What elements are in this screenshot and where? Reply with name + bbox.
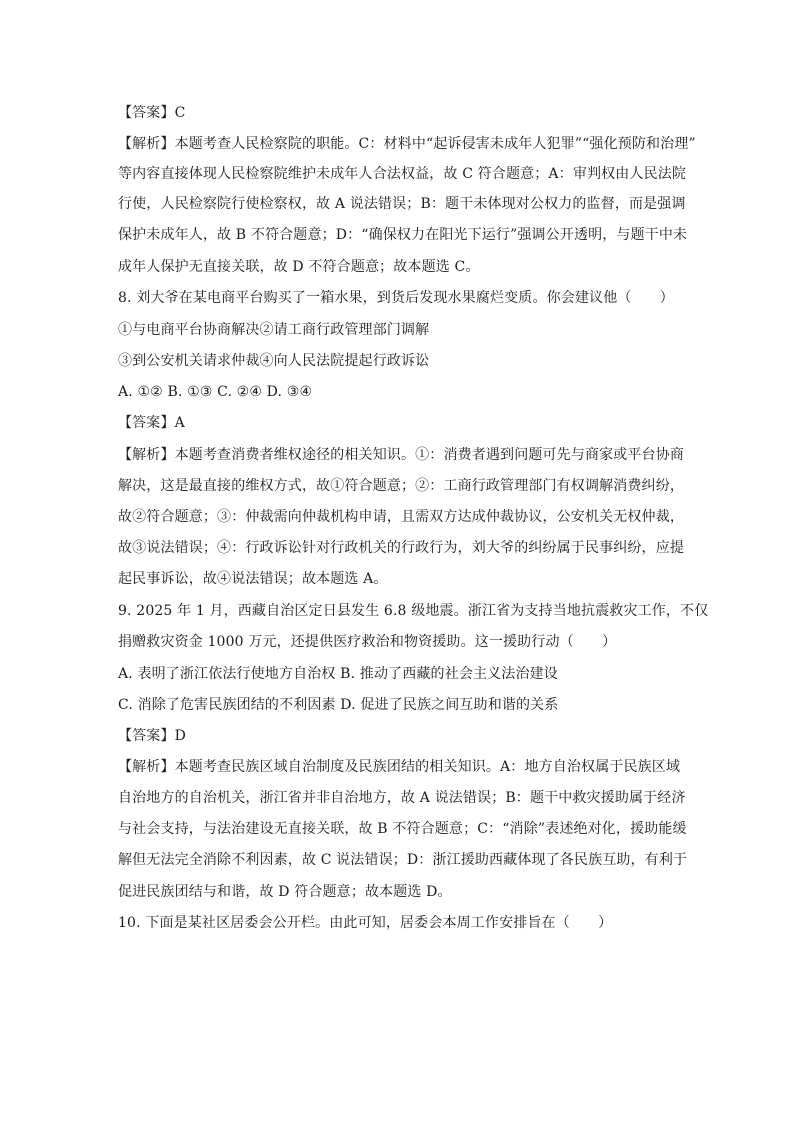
analysis-q9-line-3: 与社会支持，与法治建设无直接关联，故 B 不符合题意；C：“消除”表述绝对化，援助能缓 [118,821,687,837]
question-9-stem-1: 9. 2025 年 1 月，西藏自治区定日县发生 6.8 级地震。浙江省为支持当地抗震救灾工作，不仅 [118,603,709,619]
question-9-stem-2: 捐赠救灾资金 1000 万元，还提供医疗救治和物资援助。这一援助行动（ ） [118,634,617,650]
analysis-q7-line-4: 保护未成年人，故 B 不符合题意；D：“确保权力在阳光下运行”强调公开透明，与题干中未 [118,227,688,243]
analysis-q8-line-4: 故③说法错误；④：行政诉讼针对行政机关的行政行为，刘大爷的纠纷属于民事纠纷，应提 [118,540,684,556]
analysis-q7-line-2: 等内容直接体现人民检察院维护未成年人合法权益，故 C 符合题意；A：审判权由人民法院 [118,166,687,182]
answer-label-q9: 【答案】D [118,728,186,744]
analysis-q7-line-3: 行使，人民检察院行使检察权，故 A 说法错误；B：题干未体现对公权力的监督，而是强调 [118,196,686,212]
question-9-options-cd: C. 消除了危害民族团结的不利因素 D. 促进了民族之间互助和谐的关系 [118,697,559,713]
question-8-items-1: ①与电商平台协商解决②请工商行政管理部门调解 [118,322,430,338]
analysis-q8-line-2: 解决，这是最直接的维权方式，故①符合题意；②：工商行政管理部门有权调解消费纠纷， [118,478,684,494]
analysis-q8-line-3: 故②符合题意；③：仲裁需向仲裁机构申请，且需双方达成仲裁协议，公安机关无权仲裁， [118,509,684,525]
question-8-options: A. ①② B. ①③ C. ②④ D. ③④ [118,384,313,400]
analysis-q9-line-2: 自治地方的自治机关，浙江省并非自治地方，故 A 说法错误；B：题干中救灾援助属于经济 [118,790,686,806]
analysis-q9-line-4: 解但无法完全消除不利因素，故 C 说法错误；D：浙江援助西藏体现了各民族互助，有利于 [118,852,688,868]
question-8-items-2: ③到公安机关请求仲裁④向人民法院提起行政诉讼 [118,353,430,369]
analysis-q7-line-5: 成年人保护无直接关联，故 D 不符合题意；故本题选 C。 [118,259,480,275]
question-8-stem: 8. 刘大爷在某电商平台购买了一箱水果，到货后发现水果腐烂变质。你会建议他（ ） [118,290,674,306]
question-9-options-ab: A. 表明了浙江依法行使地方自治权 B. 推动了西藏的社会主义法治建设 [118,666,558,682]
question-10-stem: 10. 下面是某社区居委会公开栏。由此可知，居委会本周工作安排旨在（ ） [118,915,613,931]
analysis-q8-line-1: 【解析】本题考查消费者维权途径的相关知识。①：消费者遇到问题可先与商家或平台协商 [118,447,684,463]
answer-label-q7: 【答案】C [118,105,186,121]
analysis-q9-line-1: 【解析】本题考查民族区域自治制度及民族团结的相关知识。A：地方自治权属于民族区域 [118,759,681,775]
answer-label-q8: 【答案】A [118,415,185,431]
analysis-q7-line-1: 【解析】本题考查人民检察院的职能。C：材料中“起诉侵害未成年人犯罪”“强化预防和治理” [118,136,696,152]
analysis-q9-line-5: 促进民族团结与和谐，故 D 符合题意；故本题选 D。 [118,884,452,900]
analysis-q8-line-5: 起民事诉讼，故④说法错误；故本题选 A。 [118,571,388,587]
